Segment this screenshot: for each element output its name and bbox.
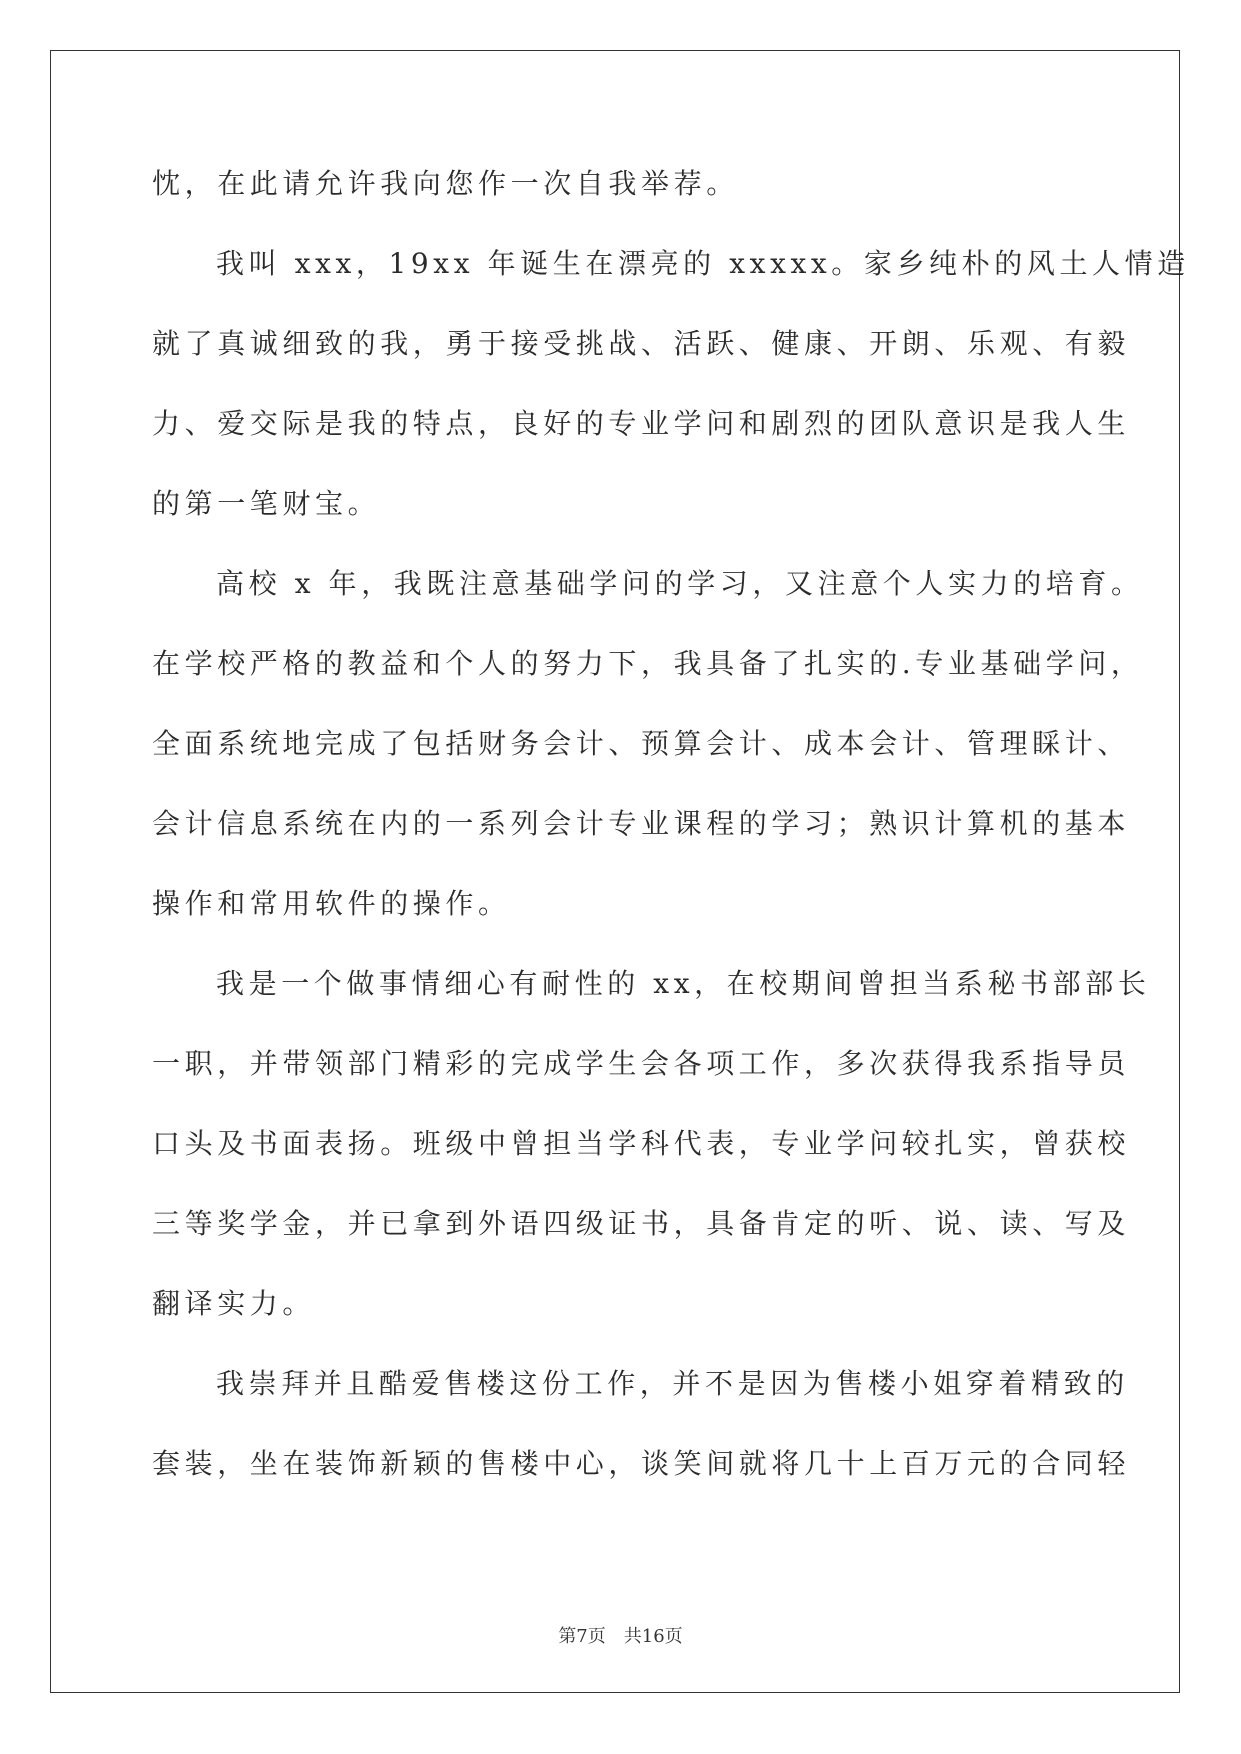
text-line: 全面系统地完成了包括财务会计、预算会计、成本会计、管理睬计、 bbox=[152, 727, 1131, 760]
text-line: 就了真诚细致的我，勇于接受挑战、活跃、健康、开朗、乐观、有毅 bbox=[152, 327, 1131, 360]
page-number-total: 共16页 bbox=[623, 1626, 683, 1647]
text-line: 一职，并带领部门精彩的完成学生会各项工作，多次获得我系指导员 bbox=[152, 1047, 1131, 1080]
text-line: 会计信息系统在内的一系列会计专业课程的学习；熟识计算机的基本 bbox=[152, 807, 1131, 840]
page-number-current: 第7页 bbox=[558, 1626, 606, 1647]
text-line: 忱，在此请允许我向您作一次自我举荐。 bbox=[152, 167, 739, 200]
text-line: 的第一笔财宝。 bbox=[152, 487, 381, 520]
text-line: 翻译实力。 bbox=[152, 1287, 316, 1320]
text-line: 口头及书面表扬。班级中曾担当学科代表，专业学问较扎实，曾获校 bbox=[152, 1127, 1131, 1160]
text-line: 在学校严格的教益和个人的努力下，我具备了扎实的.专业基础学问， bbox=[152, 647, 1144, 680]
document-body bbox=[152, 160, 1190, 1520]
paragraph-first-line: 我崇拜并且酷爱售楼这份工作，并不是因为售楼小姐穿着精致的 bbox=[216, 1367, 1129, 1400]
paragraph-first-line: 我叫 xxx，19xx 年诞生在漂亮的 xxxxx。家乡纯朴的风土人情造 bbox=[216, 247, 1190, 280]
paragraph-first-line: 高校 x 年，我既注意基础学问的学习，又注意个人实力的培育。 bbox=[216, 567, 1144, 600]
text-line: 操作和常用软件的操作。 bbox=[152, 887, 511, 920]
text-line: 套装，坐在装饰新颖的售楼中心，谈笑间就将几十上百万元的合同轻 bbox=[152, 1447, 1131, 1480]
text-line: 力、爱交际是我的特点，良好的专业学问和剧烈的团队意识是我人生 bbox=[152, 407, 1131, 440]
text-line: 三等奖学金，并已拿到外语四级证书，具备肯定的听、说、读、写及 bbox=[152, 1207, 1131, 1240]
paragraph-first-line: 我是一个做事情细心有耐性的 xx，在校期间曾担当系秘书部部长 bbox=[216, 967, 1151, 1000]
page-footer bbox=[0, 1622, 1241, 1648]
